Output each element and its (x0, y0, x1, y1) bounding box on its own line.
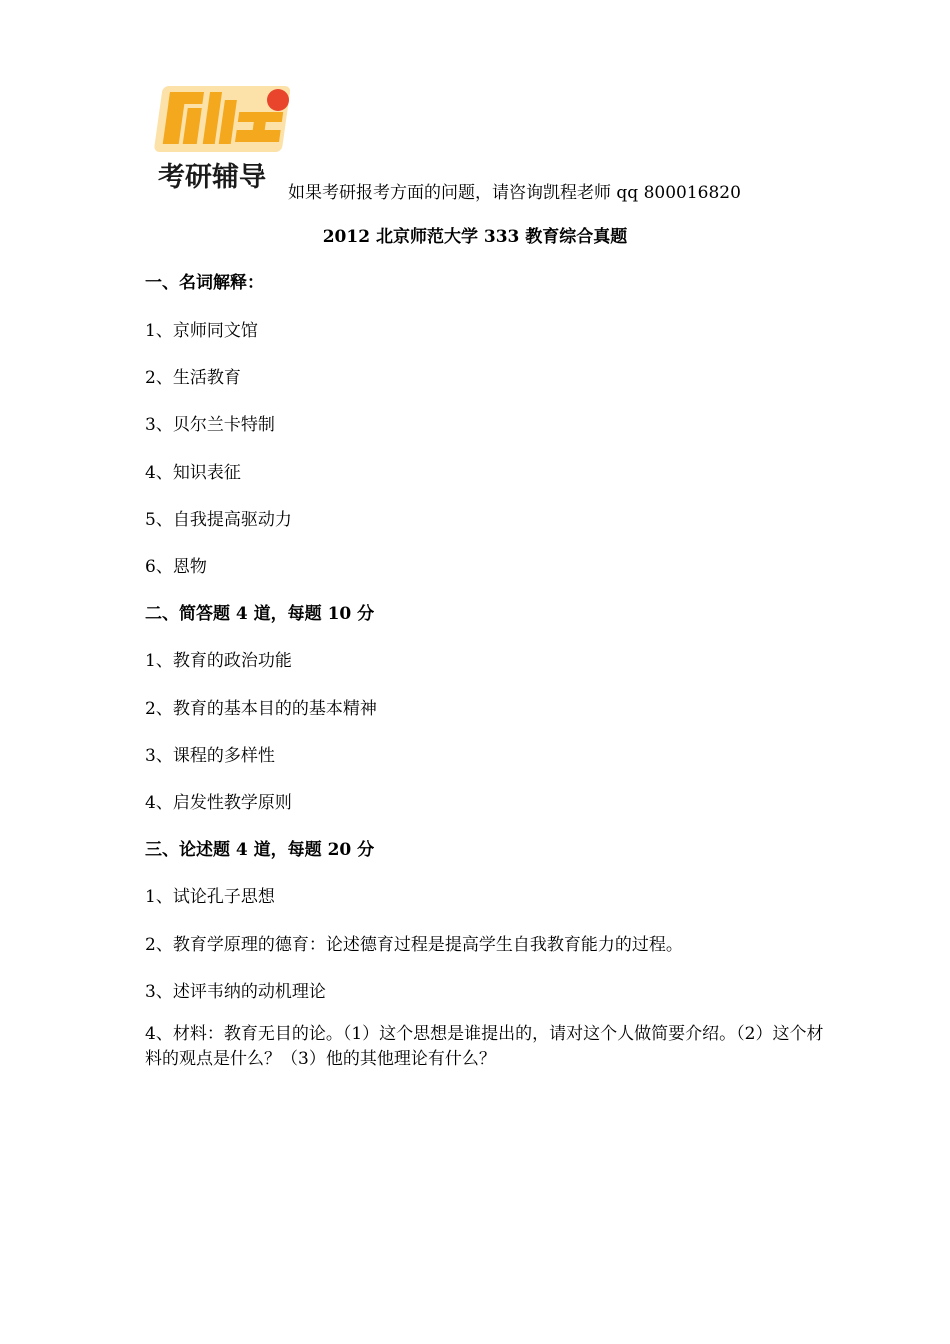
list-item: 3、贝尔兰卡特制 (145, 415, 275, 435)
list-item: 1、教育的政治功能 (145, 651, 292, 671)
list-item: 2、教育的基本目的的基本精神 (145, 699, 377, 719)
list-item: 1、试论孔子思想 (145, 887, 275, 907)
list-item: 5、自我提高驱动力 (145, 510, 292, 530)
logo-subtext: 考研辅导 (158, 162, 266, 193)
list-item: 4、知识表征 (145, 463, 241, 483)
list-item: 6、恩物 (145, 557, 207, 577)
section-heading-3: 三、论述题 4 道，每题 20 分 (145, 840, 375, 860)
list-item: 4、材料：教育无目的论。（1）这个思想是谁提出的，请对这个人做简要介绍。（2）这个材料的观点是什么？（3）他的其他理论有什么？ (145, 1024, 824, 1069)
list-item: 2、生活教育 (145, 368, 241, 388)
list-item: 4、启发性教学原则 (145, 793, 292, 813)
kaicheng-logo-graphic (150, 78, 300, 198)
page-title: 2012 北京师范大学 333 教育综合真题 (322, 227, 628, 247)
list-item: 2、教育学原理的德育：论述德育过程是提高学生自我教育能力的过程。 (145, 935, 683, 955)
section-heading-2: 二、简答题 4 道，每题 10 分 (145, 604, 375, 624)
list-item: 3、述评韦纳的动机理论 (145, 982, 326, 1002)
list-item: 1、京师同文馆 (145, 321, 258, 341)
section-heading-1: 一、名词解释： (145, 273, 264, 293)
kaicheng-logo (150, 78, 300, 198)
list-item: 3、课程的多样性 (145, 746, 275, 766)
logo-dot (267, 89, 289, 111)
contact-note: 如果考研报考方面的问题，请咨询凯程老师 qq 800016820 (288, 183, 741, 203)
